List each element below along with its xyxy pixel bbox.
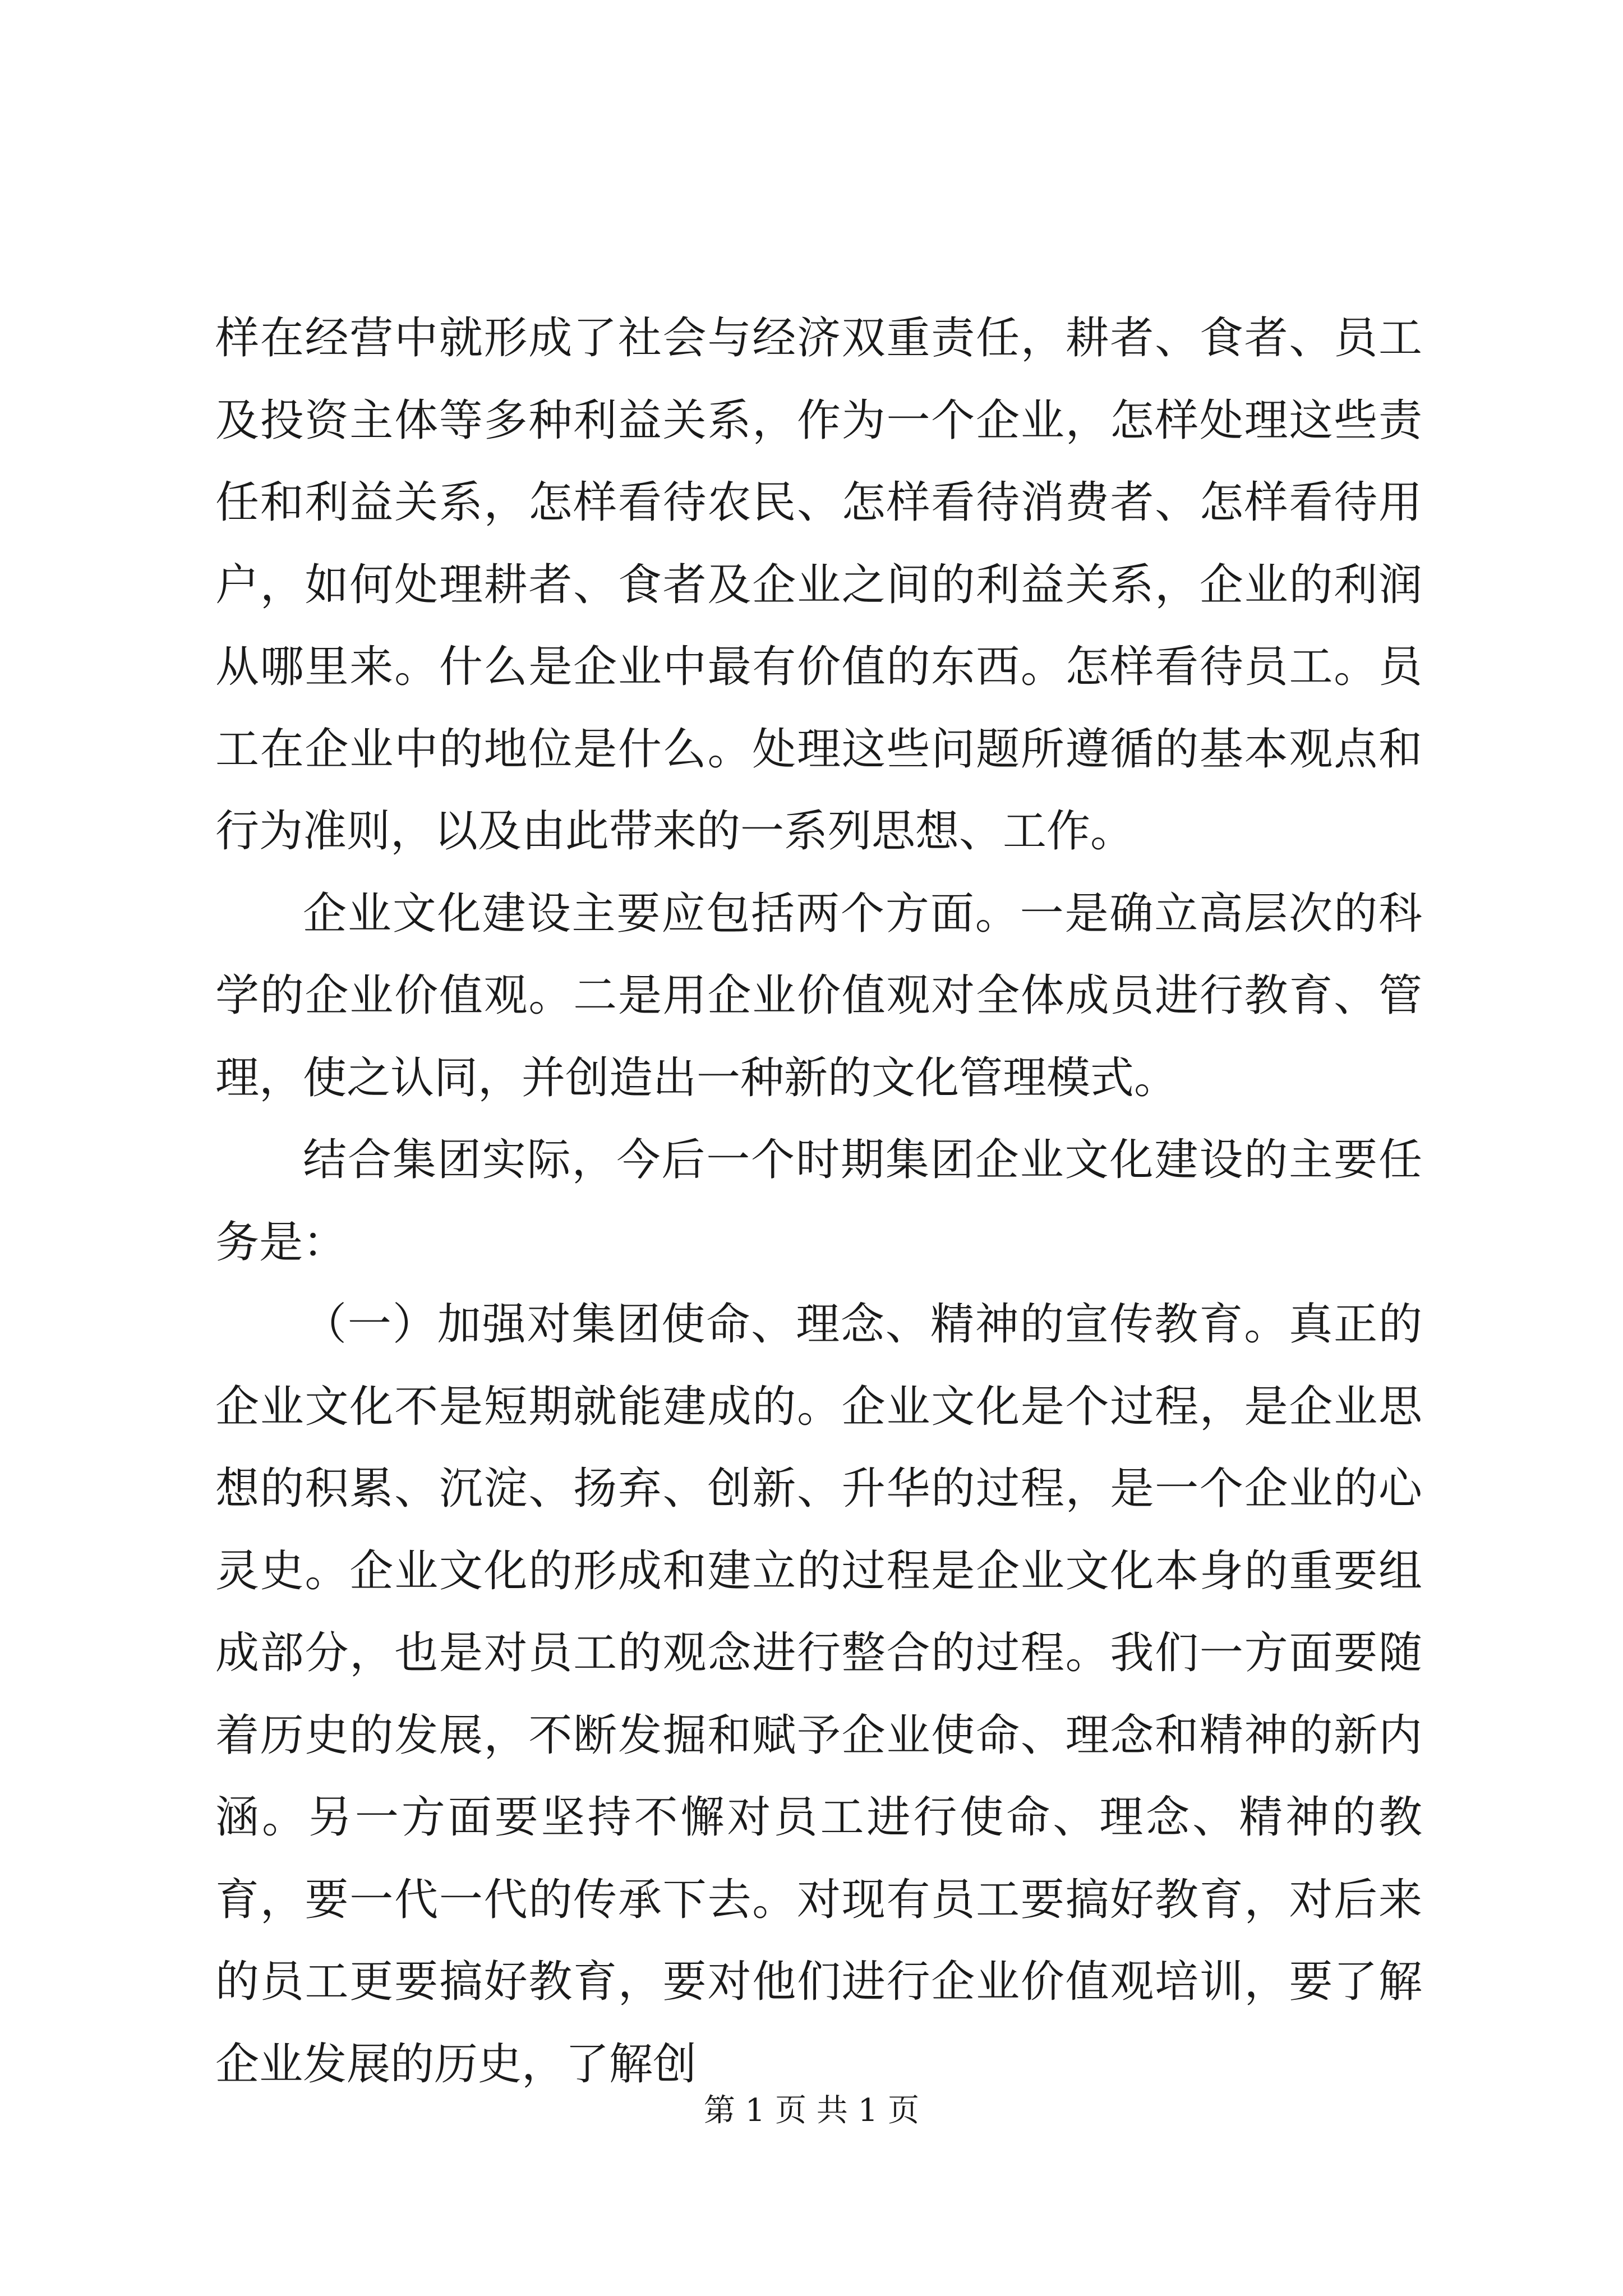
document-body xyxy=(215,297,1422,2105)
paragraph-4: （一）加强对集团使命、理念、精神的宣传教育。真正的企业文化不是短期就能建成的。企业文化是个过程，是企业思想的积累、沉淀、扬弃、创新、升华的过程，是一个企业的心灵史。企业文化的形成和建立的过程是企业文化本身的重要组成部分，也是对员工的观念进行整合的过程。我们一方面要随着历史的发展，不断发掘和赋予企业使命、理念和精神的新内涵。另一方面要坚持不懈对员工进行使命、理念、精神的教育，要一代一代的传承下去。对现有员工要搞好教育，对后来的员工更要搞好教育，要对他们进行企业价值观培训，要了解企业发展的历史，了解创 xyxy=(215,1299,1422,2090)
page-number-footer: 第 1 页 共 1 页 xyxy=(703,2092,920,2129)
paragraph-2: 企业文化建设主要应包括两个方面。一是确立高层次的科学的企业价值观。二是用企业价值观对全体成员进行教育、管理，使之认同，并创造出一种新的文化管理模式。 xyxy=(215,888,1422,1103)
paragraph-3: 结合集团实际，今后一个时期集团企业文化建设的主要任务是： xyxy=(215,1135,1422,1268)
paragraph-1: 样在经营中就形成了社会与经济双重责任，耕者、食者、员工及投资主体等多种利益关系，作为一个企业，怎样处理这些责任和利益关系，怎样看待农民、怎样看待消费者、怎样看待用户，如何处理耕者、食者及企业之间的利益关系，企业的利润从哪里来。什么是企业中最有价值的东西。怎样看待员工。员工在企业中的地位是什么。处理这些问题所遵循的基本观点和行为准则，以及由此带来的一系列思想、工作。 xyxy=(215,313,1422,857)
